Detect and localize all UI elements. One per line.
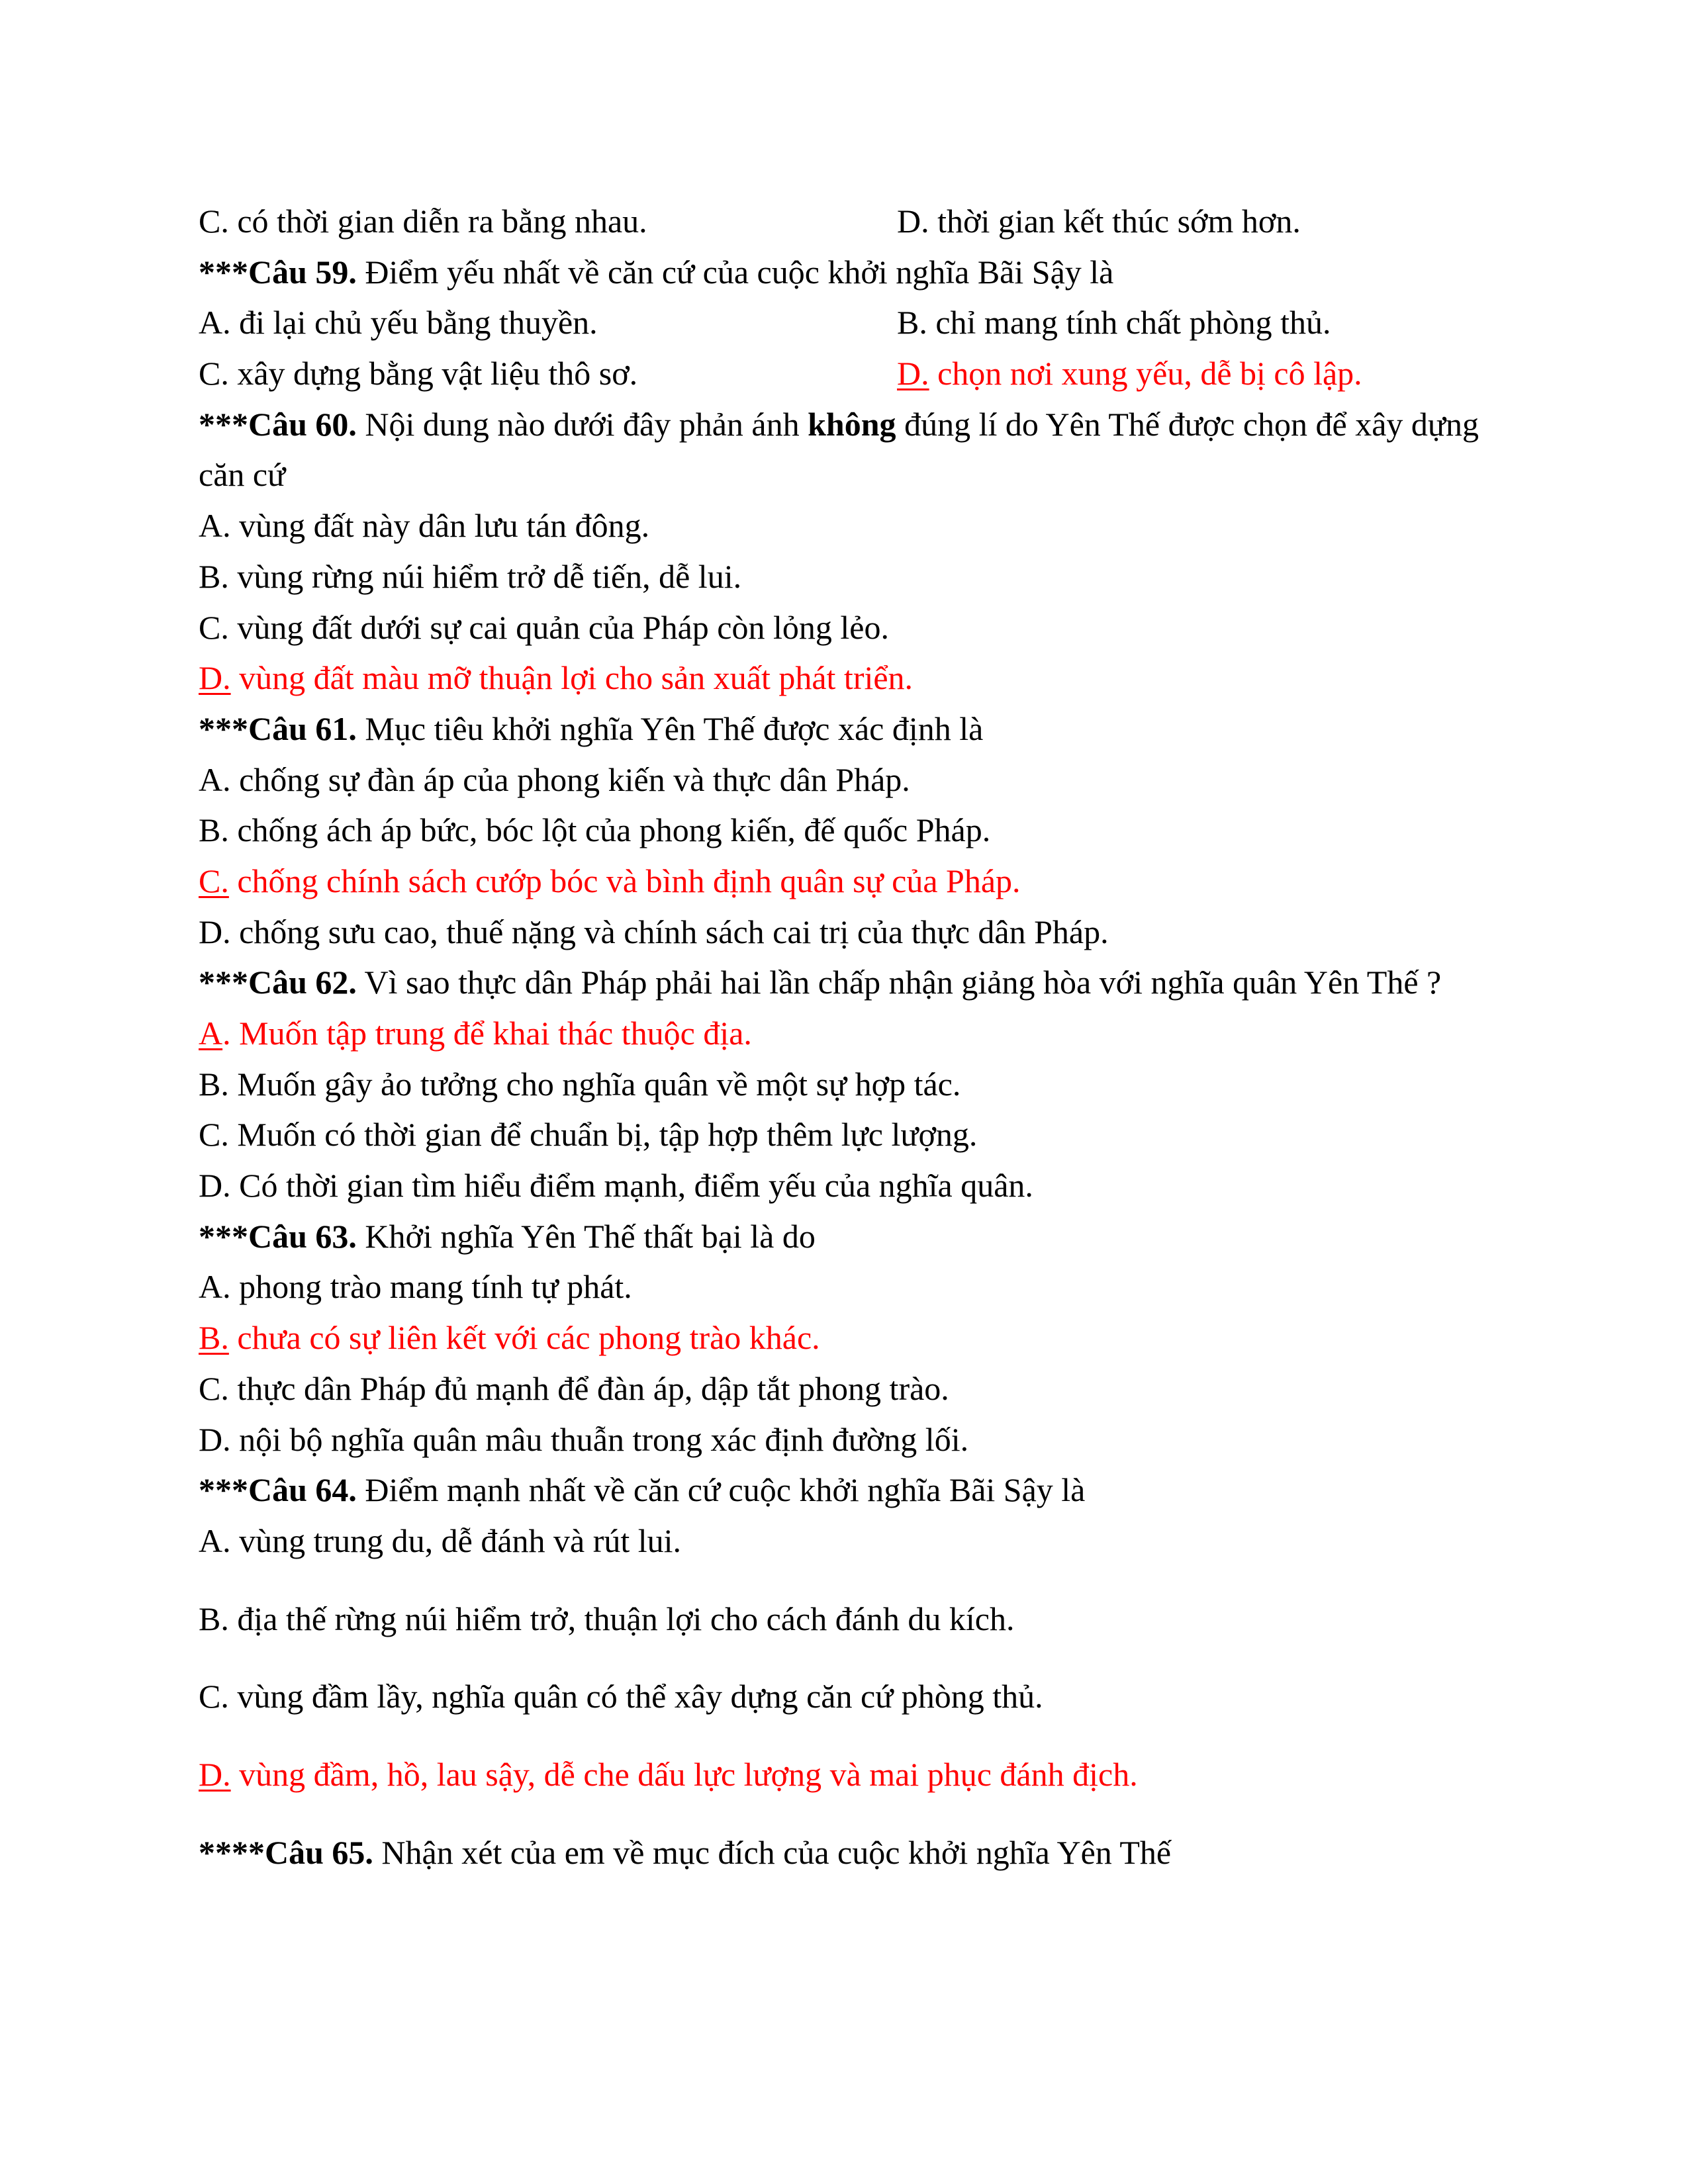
q58-option-d: D. thời gian kết thúc sớm hơn. — [897, 203, 1301, 240]
q64-option-d-correct: D. vùng đầm, hồ, lau sậy, dễ che dấu lực lượng và mai phục đánh địch. — [199, 1755, 1138, 1793]
q59-option-b: B. chỉ mang tính chất phòng thủ. — [897, 304, 1331, 341]
q63-option-b-correct: B. chưa có sự liên kết với các phong trào khác. — [199, 1319, 820, 1357]
q59-option-d-correct: D. chọn nơi xung yếu, dễ bị cô lập. — [897, 355, 1362, 392]
q62-option-b: B. Muốn gây ảo tưởng cho nghĩa quân về một sự hợp tác. — [199, 1065, 961, 1103]
q63-option-d: D. nội bộ nghĩa quân mâu thuẫn trong xác định đường lối. — [199, 1420, 969, 1458]
document-page — [199, 196, 1496, 1878]
q60-option-b: B. vùng rừng núi hiểm trở dễ tiến, dễ lui. — [199, 557, 742, 595]
q59-option-c: C. xây dựng bằng vật liệu thô sơ. — [199, 355, 638, 392]
q62-label: ***Câu 62. — [199, 964, 357, 1001]
q60-stem: ***Câu 60. Nội dung nào dưới đây phản ánh không đúng lí do Yên Thế được chọn để xây dựng căn cứ — [199, 405, 1479, 494]
q63-option-a: A. phong trào mang tính tự phát. — [199, 1268, 632, 1306]
q59-label: ***Câu 59. — [199, 253, 357, 291]
q63-stem: ***Câu 63. Khởi nghĩa Yên Thế thất bại là do — [199, 1217, 816, 1255]
q58-options-row — [199, 196, 1496, 247]
q60-option-c: C. vùng đất dưới sự cai quản của Pháp còn lỏng lẻo. — [199, 608, 889, 646]
q62-option-c: C. Muốn có thời gian để chuẩn bị, tập hợp thêm lực lượng. — [199, 1116, 978, 1154]
q61-option-b: B. chống ách áp bức, bóc lột của phong kiến, đế quốc Pháp. — [199, 811, 991, 849]
q62-option-a-correct: A. Muốn tập trung để khai thác thuộc địa. — [199, 1015, 752, 1052]
q62-option-d: D. Có thời gian tìm hiểu điểm mạnh, điểm yếu của nghĩa quân. — [199, 1167, 1033, 1205]
q64-stem: ***Câu 64. Điểm mạnh nhất về căn cứ cuộc khởi nghĩa Bãi Sậy là — [199, 1471, 1086, 1509]
q62-stem: ***Câu 62. Vì sao thực dân Pháp phải hai lần chấp nhận giảng hòa với nghĩa quân Yên Thế ? — [199, 964, 1442, 1001]
q61-label: ***Câu 61. — [199, 709, 357, 747]
q63-label: ***Câu 63. — [199, 1217, 357, 1255]
q64-label: ***Câu 64. — [199, 1471, 357, 1509]
q63-option-c: C. thực dân Pháp đủ mạnh để đàn áp, dập tắt phong trào. — [199, 1369, 949, 1407]
q59-options-row-2 — [199, 348, 1496, 399]
q59-options-row-1 — [199, 297, 1496, 348]
q61-option-c-correct: C. chống chính sách cướp bóc và bình định quân sự của Pháp. — [199, 862, 1021, 899]
q65-stem: ****Câu 65. Nhận xét của em về mục đích của cuộc khởi nghĩa Yên Thế — [199, 1833, 1172, 1871]
q59-option-a: A. đi lại chủ yếu bằng thuyền. — [199, 304, 598, 341]
q61-stem: ***Câu 61. Mục tiêu khởi nghĩa Yên Thế được xác định là — [199, 709, 984, 747]
q64-option-a: A. vùng trung du, dễ đánh và rút lui. — [199, 1522, 682, 1559]
q61-option-a: A. chống sự đàn áp của phong kiến và thực dân Pháp. — [199, 760, 910, 798]
q61-option-d: D. chống sưu cao, thuế nặng và chính sách cai trị của thực dân Pháp. — [199, 913, 1109, 950]
q60-emphasis: không — [808, 405, 896, 443]
q64-option-b: B. địa thế rừng núi hiểm trở, thuận lợi cho cách đánh du kích. — [199, 1600, 1015, 1637]
q58-option-c: C. có thời gian diễn ra bằng nhau. — [199, 203, 647, 240]
q60-option-d-correct: D. vùng đất màu mỡ thuận lợi cho sản xuất phát triển. — [199, 659, 914, 697]
q60-option-a: A. vùng đất này dân lưu tán đông. — [199, 507, 650, 545]
q59-stem: ***Câu 59. Điểm yếu nhất về căn cứ của cuộc khởi nghĩa Bãi Sậy là — [199, 253, 1114, 291]
q60-label: ***Câu 60. — [199, 405, 357, 443]
q65-label: ****Câu 65. — [199, 1833, 373, 1871]
q64-option-c: C. vùng đầm lầy, nghĩa quân có thể xây dựng căn cứ phòng thủ. — [199, 1678, 1043, 1715]
